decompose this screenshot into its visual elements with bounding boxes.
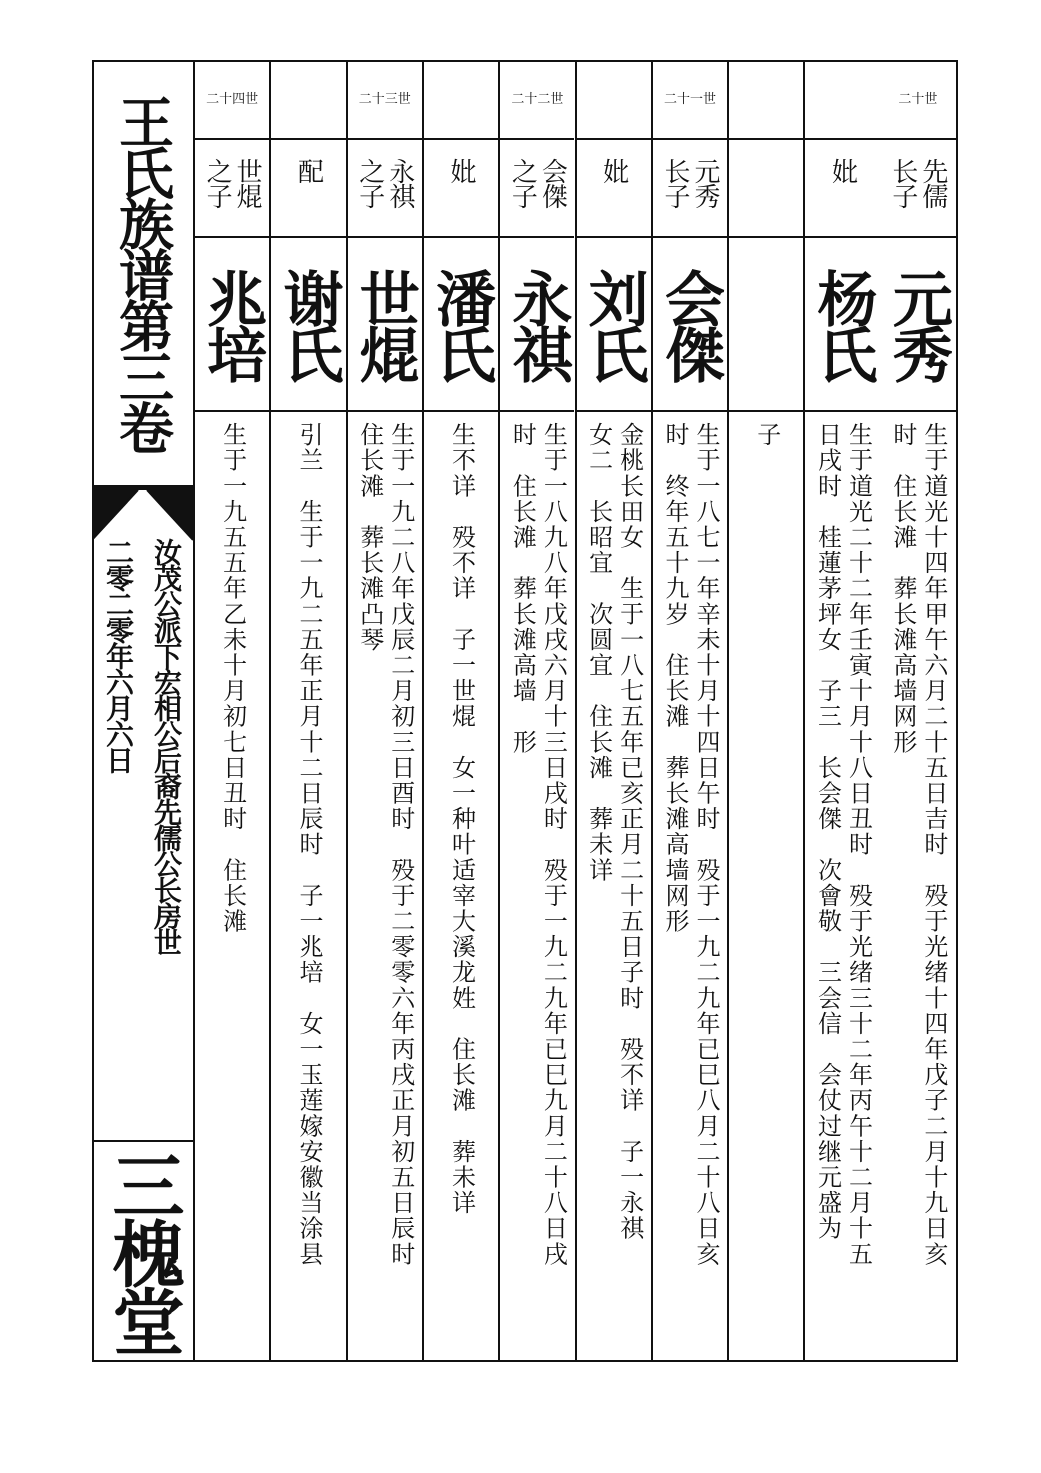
genealogy-column <box>880 60 956 1360</box>
person-name <box>729 236 803 410</box>
relation-label: 妣 <box>577 138 651 236</box>
compile-date: 二零二零年六月六日 <box>102 538 135 772</box>
person-details: 生于一九五五年乙未十月初七日丑时 住长滩 <box>195 410 269 1360</box>
person-name: 潘氏 <box>424 236 498 410</box>
person-name: 元秀 <box>880 236 956 410</box>
relation-label: 妣 <box>424 138 498 236</box>
generation-label <box>271 60 345 138</box>
genealogy-column <box>346 60 422 1360</box>
generation-label <box>424 60 498 138</box>
relation-label: 先儒 长子 <box>880 138 956 236</box>
person-name: 杨氏 <box>805 236 879 410</box>
book-title <box>92 60 193 485</box>
title-block <box>92 60 195 1360</box>
generation-label: 二十一世 <box>663 91 716 107</box>
relation-label <box>729 138 803 236</box>
person-name: 刘氏 <box>577 236 651 410</box>
relation-label: 元秀 长子 <box>653 138 727 236</box>
person-details: 金桃长田女 生于一八七五年已亥正月二十五日子时 殁不详 子一永祺 女二 长昭宜 次圆宜 住长滩 葬未详 <box>577 410 651 1360</box>
person-name: 永祺 <box>500 236 574 410</box>
genealogy-column <box>193 60 269 1360</box>
relation-label: 永祺 之子 <box>348 138 422 236</box>
person-details: 生于一八七一年辛未十月十四日午时 殁于一九二九年已巳八月二十八日亥 时 终年五十九岁 住长滩 葬长滩高墙网形 <box>653 410 727 1360</box>
person-details: 子 <box>729 410 803 1360</box>
relation-label: 妣 <box>805 138 879 236</box>
branch-line: 汝茂公派下宏相公后裔先儒公长房世 <box>150 538 183 954</box>
generation-label <box>805 60 879 138</box>
genealogy-column <box>575 60 651 1360</box>
person-name: 会傑 <box>653 236 727 410</box>
genealogy-column <box>422 60 498 1360</box>
genealogy-column <box>803 60 879 1360</box>
genealogy-column <box>727 60 803 1360</box>
generation-label: 二十三世 <box>358 91 411 107</box>
generation-label <box>729 60 803 138</box>
person-name: 兆培 <box>195 236 269 410</box>
book-title-text: 王氏族谱第三卷 <box>110 94 175 451</box>
relation-label: 配 <box>271 138 345 236</box>
genealogy-column <box>269 60 345 1360</box>
person-details: 生于道光二十二年壬寅十月十八日丑时 殁于光绪三十二年丙午十二月十五 日戌时 桂蓮茅坪女 子三 长会傑 次會敬 三会信 会仗过继元盛为 <box>805 410 879 1360</box>
person-name: 谢氏 <box>271 236 345 410</box>
person-details: 生于一九二八年戊辰二月初三日酉时 殁于二零零六年丙戌正月初五日辰时 住长滩 葬长滩凸琴 <box>348 410 422 1360</box>
generation-label: 二十二世 <box>511 91 564 107</box>
genealogy-column <box>498 60 574 1360</box>
generation-label: 二十四世 <box>206 91 259 107</box>
relation-label: 世焜 之子 <box>195 138 269 236</box>
person-details: 生不详 殁不详 子一世焜 女一种叶适宰大溪龙姓 住长滩 葬未详 <box>424 410 498 1360</box>
relation-label: 会傑 之子 <box>500 138 574 236</box>
genealogy-grid <box>193 60 956 1360</box>
generation-label <box>577 60 651 138</box>
person-name: 世焜 <box>348 236 422 410</box>
genealogy-column <box>651 60 727 1360</box>
person-details: 生于道光十四年甲午六月二十五日吉时 殁于光绪十四年戊子二月十九日亥 时 住长滩 葬长滩高墙网形 <box>880 410 956 1360</box>
genealogy-page <box>92 60 958 1362</box>
hall-name: 三槐堂 <box>100 1149 186 1353</box>
person-details: 引兰 生于一九二五年正月十二日辰时 子一兆培 女一玉莲嫁安徽当涂县 <box>271 410 345 1360</box>
generation-label: 二十世 <box>898 91 938 107</box>
person-details: 生于一八九八年戊戌六月十三日戌时 殁于一九二九年已巳九月二十八日戌 时 住长滩 葬长滩高墙 形 <box>500 410 574 1360</box>
